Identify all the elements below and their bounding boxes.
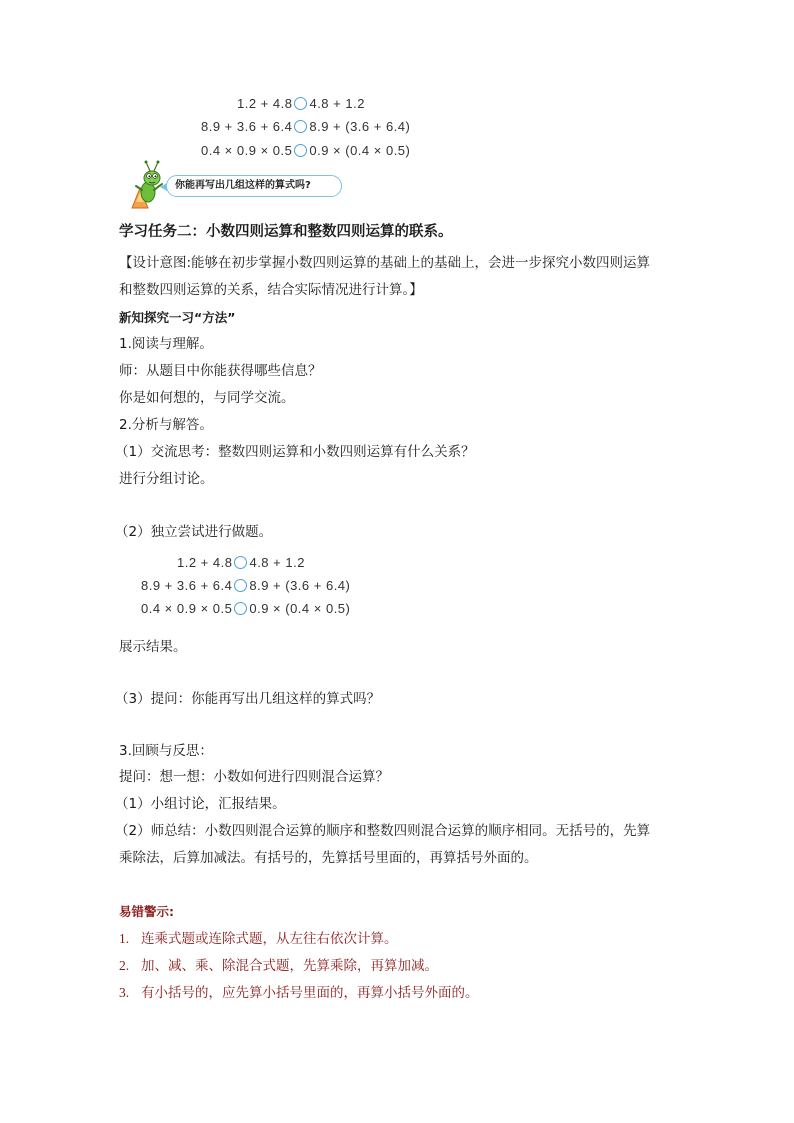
task-title: 学习任务二：小数四则运算和整数四则运算的联系。 bbox=[119, 224, 453, 240]
mid-exercise-row bbox=[177, 555, 305, 570]
step1-answer: 你是如何想的，与同学交流。 bbox=[119, 390, 295, 406]
step1-question: 师：从题目中你能获得哪些信息？ bbox=[119, 363, 322, 379]
top-exercise-row bbox=[201, 119, 410, 134]
step3-sub2-line-1: （2）师总结：小数四则混合运算的顺序和整数四则混合运算的顺序相同。无括号的，先算 bbox=[115, 823, 651, 839]
design-intent-line-1: 【设计意图:能够在初步掌握小数四则运算的基础上的基础上，会进一步探究小数四则运算 bbox=[119, 255, 651, 271]
compare-circle-icon bbox=[234, 579, 247, 592]
top-exercise-row bbox=[201, 143, 410, 158]
warning-text: 有小括号的，应先算小括号里面的，再算小括号外面的。 bbox=[141, 985, 479, 1001]
warning-title: 易错警示: bbox=[119, 904, 174, 919]
compare-circle-icon bbox=[234, 602, 247, 615]
expression-right: 4.8 + 1.2 bbox=[249, 555, 305, 570]
warning-item bbox=[119, 983, 479, 1003]
step2-sub1-note: 进行分组讨论。 bbox=[119, 471, 214, 487]
expression-left: 0.4 × 0.9 × 0.5 bbox=[201, 143, 293, 158]
warning-item bbox=[119, 956, 438, 976]
step2-sub3: （3）提问：你能再写出几组这样的算式吗？ bbox=[115, 691, 381, 707]
warning-item bbox=[119, 929, 398, 949]
compare-circle-icon bbox=[234, 556, 247, 569]
expression-right: 0.9 × (0.4 × 0.5) bbox=[249, 601, 351, 616]
section-heading: 新知探究一习“方法” bbox=[119, 310, 236, 325]
step3-sub2-line-2: 乘除法，后算加减法。有括号的，先算括号里面的，再算括号外面的。 bbox=[119, 850, 538, 866]
expression-right: 0.9 × (0.4 × 0.5) bbox=[309, 143, 411, 158]
expression-left: 1.2 + 4.8 bbox=[177, 555, 233, 570]
step3-question: 提问：想一想：小数如何进行四则混合运算？ bbox=[119, 769, 389, 785]
compare-circle-icon bbox=[294, 97, 307, 110]
warning-number: 3. bbox=[119, 985, 130, 1000]
expression-right: 8.9 + (3.6 + 6.4) bbox=[249, 578, 351, 593]
step2-sub2: （2）独立尝试进行做题。 bbox=[115, 524, 273, 540]
expression-left: 8.9 + 3.6 + 6.4 bbox=[201, 119, 293, 134]
expression-right: 8.9 + (3.6 + 6.4) bbox=[309, 119, 411, 134]
expression-left: 8.9 + 3.6 + 6.4 bbox=[141, 578, 233, 593]
speech-bubble bbox=[166, 175, 342, 197]
show-result: 展示结果。 bbox=[119, 639, 187, 655]
expression-right: 4.8 + 1.2 bbox=[309, 96, 365, 111]
compare-circle-icon bbox=[294, 120, 307, 133]
design-intent-line-2: 和整数四则运算的关系，结合实际情况进行计算。】 bbox=[119, 282, 423, 298]
expression-left: 1.2 + 4.8 bbox=[237, 96, 293, 111]
expression-left: 0.4 × 0.9 × 0.5 bbox=[141, 601, 233, 616]
warning-text: 连乘式题或连除式题，从左往右依次计算。 bbox=[141, 931, 398, 947]
warning-text: 加、减、乘、除混合式题，先算乘除，再算加减。 bbox=[141, 958, 438, 974]
step3-sub1: （1）小组讨论，汇报结果。 bbox=[115, 796, 286, 812]
compare-circle-icon bbox=[294, 144, 307, 157]
top-exercise-row bbox=[237, 96, 365, 111]
bubble-text: 你能再写出几组这样的算式吗? bbox=[175, 180, 311, 191]
mid-exercise-row bbox=[141, 601, 350, 616]
warning-number: 1. bbox=[119, 931, 130, 946]
mid-exercise-row bbox=[141, 578, 350, 593]
step1-title: 1.阅读与理解。 bbox=[119, 336, 213, 352]
warning-number: 2. bbox=[119, 958, 130, 973]
step2-title: 2.分析与解答。 bbox=[119, 417, 213, 433]
step2-sub1: （1）交流思考：整数四则运算和小数四则运算有什么关系？ bbox=[115, 444, 475, 460]
step3-title: 3.回顾与反思： bbox=[119, 743, 213, 759]
